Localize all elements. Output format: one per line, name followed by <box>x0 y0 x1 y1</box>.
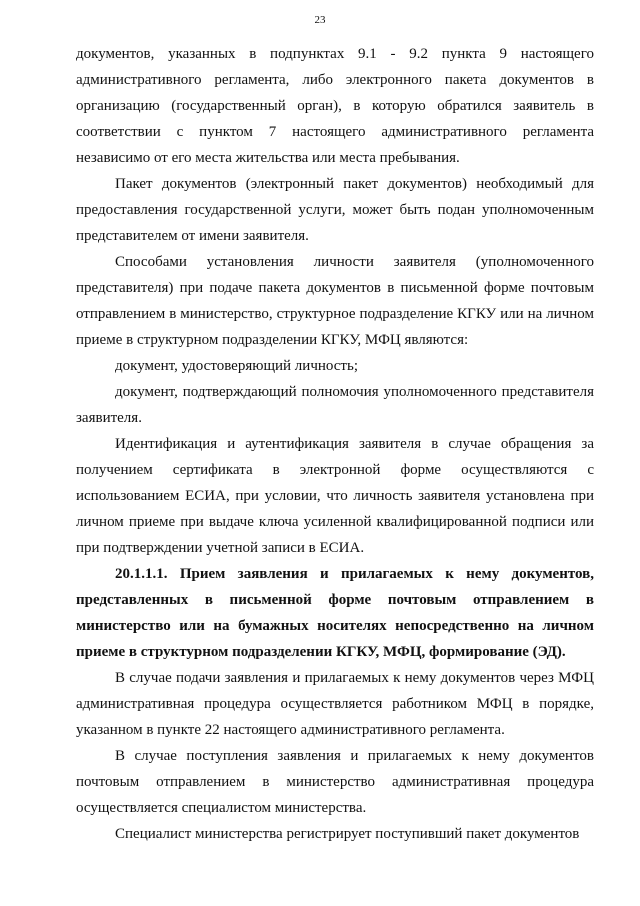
body-text <box>76 41 594 847</box>
paragraph-registration: Специалист министерства регистрирует поступивший пакет документов <box>115 826 580 842</box>
paragraph-postal-procedure: В случае поступления заявления и прилагаемых к нему документов почтовым отправлением в министерство административная процедура осуществляется специалистом министерства. <box>76 748 594 816</box>
page-number: 23 <box>314 14 326 26</box>
list-item-identity-document: документ, удостоверяющий личность; <box>115 358 358 374</box>
paragraph-mfc-procedure: В случае подачи заявления и прилагаемых к нему документов через МФЦ административная процедура осуществляется работником МФЦ в порядке, указанном в пункте 22 настоящего административного регламента. <box>76 670 594 738</box>
list-item-authority-document: документ, подтверждающий полномочия уполномоченного представителя заявителя. <box>76 384 594 426</box>
paragraph-package-submission: Пакет документов (электронный пакет документов) необходимый для предоставления государственной услуги, может быть подан уполномоченным представителем от имени заявителя. <box>76 176 594 244</box>
paragraph-esia-identification: Идентификация и аутентификация заявителя в случае обращения за получением сертификата в электронной форме осуществляются с использованием ЕСИА, при условии, что личность заявителя установлена при личном приеме при выдаче ключа усиленной квалифицированной подписи или при подтверждении учетной записи в ЕСИА. <box>76 436 594 556</box>
paragraph-continuation: документов, указанных в подпунктах 9.1 - 9.2 пункта 9 настоящего административного регламента, либо электронного пакета документов в организацию (государственный орган), в которую обратился заявитель в соответствии с пунктом 7 настоящего административного регламента независимо от его места жительства или места пребывания. <box>76 46 594 166</box>
section-heading-20-1-1-1: 20.1.1.1. Прием заявления и прилагаемых к нему документов, представленных в письменной форме почтовым отправлением в министерство или на бумажных носителях непосредственно на личном приеме в структурном подразделении КГКУ, МФЦ, формирование (ЭД). <box>76 566 594 660</box>
paragraph-identity-methods: Способами установления личности заявителя (уполномоченного представителя) при подаче пакета документов в письменной форме почтовым отправлением в министерство, структурное подразделение КГКУ или на личном приеме в структурном подразделении КГКУ, МФЦ являются: <box>76 254 594 348</box>
